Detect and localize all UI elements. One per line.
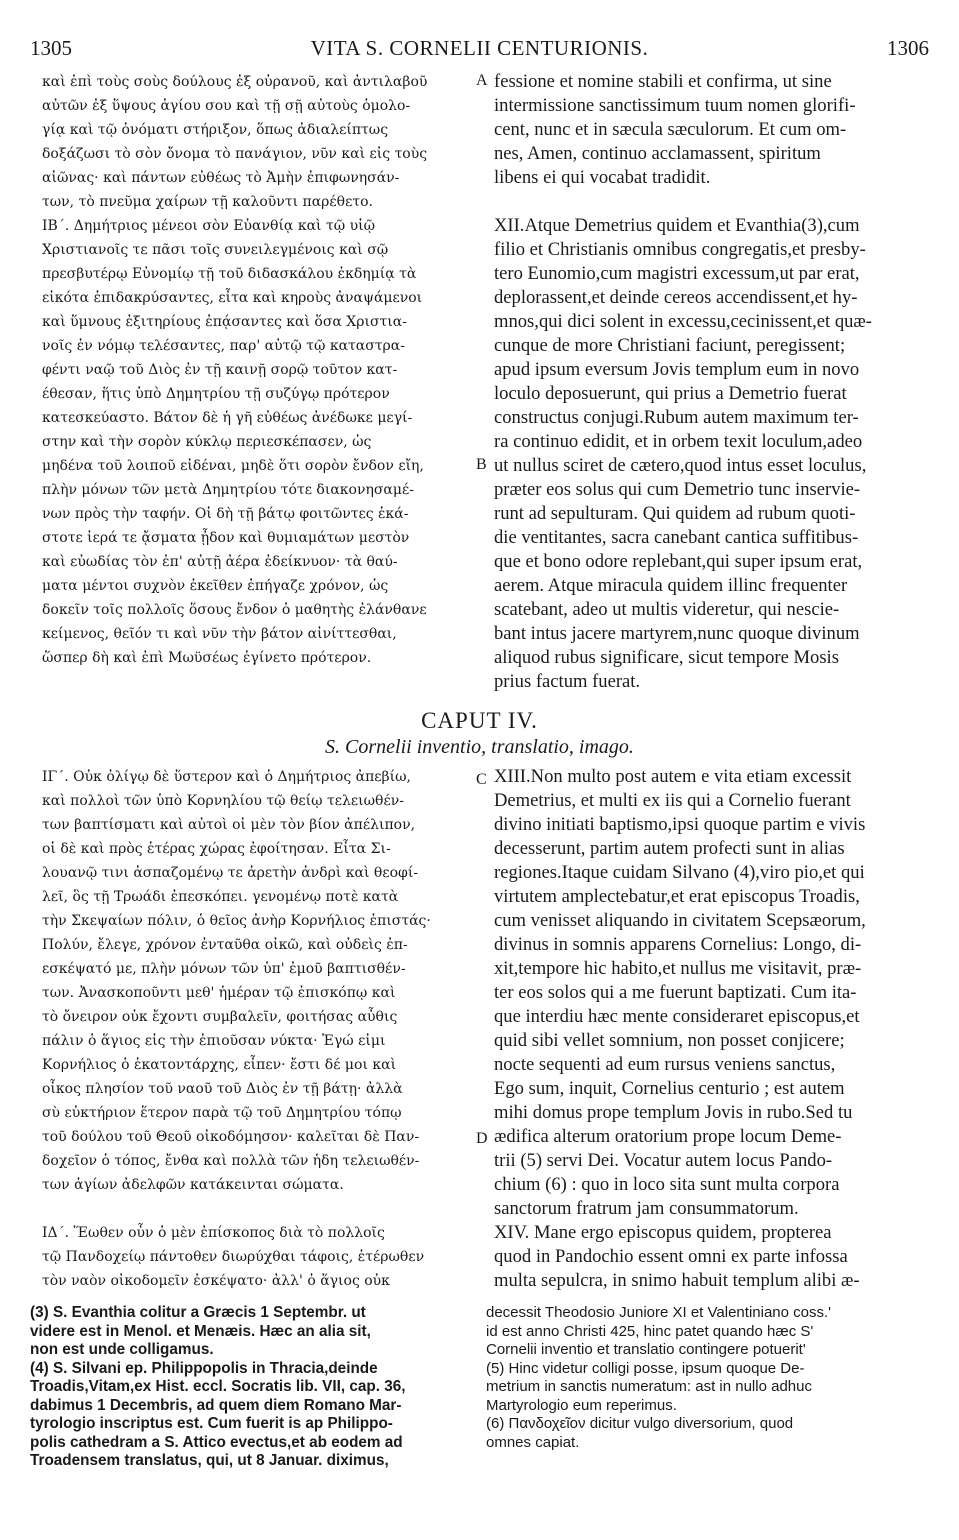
text-line: κείμενος, θεῖόν τι καὶ νῦν τὴν βάτον αἰνίττεσθαι, xyxy=(42,626,397,642)
text-line: των. Ἀνασκοποῦντι μεθ' ἡμέραν τῷ ἐπισκόπῳ καὶ xyxy=(42,985,396,1001)
text-line: καὶ εὐωδίας τὸν ἐπ' αὐτῇ ἀέρα ἐδείκνυον· τὰ θαύ- xyxy=(42,554,398,570)
text-line: mihi domus prope templum Jovis in rubo.Sed tu xyxy=(494,1102,853,1123)
text-line: Πολύν, ἔλεγε, χρόνον ἐνταῦθα οἰκῶ, καὶ οὐδεὶς ἐπ- xyxy=(42,937,408,953)
text-line: aliquod rubus significare, sicut tempore Mosis xyxy=(494,647,839,668)
text-line: cum venisset aliquando in civitatem Scepsæorum, xyxy=(494,910,866,931)
text-line: Martyrologio eum reperimus. xyxy=(486,1396,677,1414)
footnotes-right xyxy=(486,1304,926,1452)
text-line: nocte sequenti ad eum rursus veniens sanctus, xyxy=(494,1054,836,1075)
text-line: die ventitantes, sacra canebant cantica suffitibus- xyxy=(494,527,859,548)
text-line: tyrologio inscriptus est. Cum fuerit is ap Philippo- xyxy=(30,1415,393,1432)
margin-mark-c: C xyxy=(476,771,487,788)
page-number-left: 1305 xyxy=(30,36,72,60)
text-line: ædifica alterum oratorium prope locum Deme- xyxy=(494,1126,842,1147)
text-line: dabimus 1 Decembris, ad quem diem Romano Mar- xyxy=(30,1396,402,1414)
text-line: Cornelii inventio et translatio contingere potuerit' xyxy=(486,1341,806,1358)
text-line: Demetrius, et multi ex iis qui a Cornelio fuerant xyxy=(494,790,851,811)
text-line: νοῖς ἐν νόμῳ τελέσαντες, παρ' αὐτῷ τῷ καταστρα- xyxy=(42,338,405,354)
text-line: prius factum fuerat. xyxy=(494,671,641,692)
text-line: filio et Christianis omnibus congregatis,et presby- xyxy=(494,239,866,260)
text-line: XIII.Non multo post autem e vita etiam excessit xyxy=(494,766,852,787)
text-line: στην καὶ τὴν σορὸν κύκλῳ περιεσκέπασεν, ὡς xyxy=(42,434,372,450)
text-line: cunque de more Christiani faciunt, peregissent; xyxy=(494,335,846,356)
text-line: τὴν Σκεψαίων πόλιν, ὁ θεῖος ἀνὴρ Κορνήλιος ἐπιστάς· xyxy=(42,913,431,929)
margin-mark-b: B xyxy=(476,456,487,473)
text-line: multa sepulcra, in snimo habuit templum alibi æ- xyxy=(494,1270,860,1291)
text-line: divinus in somnis apparens Cornelius: Longo, di- xyxy=(494,934,862,955)
text-line: fessione et nomine stabili et confirma, ut sine xyxy=(494,71,832,92)
text-line: τὸ ὄνειρον οὐκ ἔχοντι συμβαλεῖν, φοιτήσας αὖθις xyxy=(42,1009,398,1025)
text-line: μηδένα τοῦ λοιποῦ εἰδέναι, μηδὲ ὅτι σορὸν ἔνδον εἴη, xyxy=(42,458,424,474)
text-line: scatebant, adeo ut multis videretur, qui nescie- xyxy=(494,599,840,620)
text-line: cent, nunc et in sæcula sæculorum. Et cum om- xyxy=(494,119,847,140)
text-line: ter eos solos qui a me fuerunt baptizati. Cum ita- xyxy=(494,982,857,1003)
text-line: deplorassent,et deinde cereos accendissent,et hy- xyxy=(494,287,858,308)
text-line: loculo deposuerunt, qui prius a Demetrio fuerat xyxy=(494,383,847,404)
text-line: ut nullus sciret de cætero,quod intus esset loculus, xyxy=(494,455,867,476)
text-line: bant intus jacere martyrem,nunc quoque divinum xyxy=(494,623,860,644)
running-title: VITA S. CORNELII CENTURIONIS. xyxy=(310,36,649,60)
text-line: non est unde colligamus. xyxy=(30,1341,214,1358)
text-line: (3) S. Evanthia colitur a Græcis 1 Septembr. ut xyxy=(30,1304,366,1321)
text-line: sanctorum fratrum jam consummatorum. xyxy=(494,1198,799,1219)
text-line: αἰῶνας· καὶ πάντων εὐθέως τὸ Ἀμὴν ἐπιφωνησάν- xyxy=(42,170,400,186)
text-line: ματα μέντοι συχνὸν ἐκεῖθεν ἐπήγαζε χρόνον, ὡς xyxy=(42,578,389,594)
text-line xyxy=(494,190,926,214)
text-line: Χριστιανοῖς τε πᾶσι τοῖς συνειλεγμένοις καὶ σῷ xyxy=(42,242,389,258)
text-line: φέντι ναῷ τοῦ Διὸς ἐν τῇ καινῇ σορῷ τοῦτον κατ- xyxy=(42,362,398,378)
text-line: καὶ ἐπὶ τοὺς σοὺς δούλους ἐξ οὐρανοῦ, καὶ ἀντιλαβοῦ xyxy=(42,74,428,90)
text-line: καὶ πολλοὶ τῶν ὑπὸ Κορνηλίου τῷ θείῳ τελειωθέν- xyxy=(42,793,404,809)
text-line: έθεσαν, ἥτις ὑπὸ Δημητρίου τῇ συζύγῳ πρότερον xyxy=(42,386,390,402)
text-line: (5) Hinc videtur colligi posse, ipsum quoque De- xyxy=(486,1359,805,1377)
upper-greek-column xyxy=(42,70,470,670)
margin-mark-a: A xyxy=(476,72,488,89)
text-line: καὶ ὕμνους ἐξιτηρίους ἐπᾴσαντες καὶ ὅσα Χριστια- xyxy=(42,314,407,330)
text-line: apud ipsum eversum Jovis templum eum in novo xyxy=(494,359,860,380)
text-line: πρεσβυτέρῳ Εὐνομίῳ τῇ τοῦ διδασκάλου ἐκδημίᾳ τὰ xyxy=(42,266,417,282)
text-line xyxy=(42,1197,470,1221)
text-line: xit,tempore hic habito,et nullus me visitavit, præ- xyxy=(494,958,862,979)
text-line: ΙΓ΄. Οὐκ ὀλίγῳ δὲ ὕστερον καὶ ὁ Δημήτριος ἀπεβίω, xyxy=(42,769,411,785)
text-line: tero Eunomio,cum magistri excessum,ut par erat, xyxy=(494,263,860,284)
text-line: regiones.Itaque cuidam Silvano (4),viro pio,et qui xyxy=(494,862,865,883)
text-line: κατεσκεύαστο. Βάτον δὲ ἡ γῆ εὐθέως ἀνέδωκε μεγί- xyxy=(42,410,413,426)
margin-mark-d: D xyxy=(476,1130,488,1147)
text-line: πάλιν ὁ ἅγιος εἰς τὴν ἐπιοῦσαν νύκτα· Ἐγώ εἰμι xyxy=(42,1033,386,1049)
upper-latin-column xyxy=(494,70,926,694)
text-line: que interdiu hæc mente consideraret episcopus,et xyxy=(494,1006,860,1027)
text-line: δοξάζωσι τὸ σὸν ὄνομα τὸ πανάγιον, νῦν καὶ εἰς τοὺς xyxy=(42,146,428,162)
text-line: ra continuo edidit, et in orbem texit loculum,adeo xyxy=(494,431,863,452)
text-line: (4) S. Silvani ep. Philippopolis in Thracia,deinde xyxy=(30,1359,378,1377)
text-line: οἱ δὲ καὶ πρὸς ἑτέρας χώρας ἐφοίτησαν. Εἶτα Σι- xyxy=(42,841,391,857)
text-line: Troadis,Vitam,ex Hist. eccl. Socratis lib. VII, cap. 36, xyxy=(30,1378,406,1395)
text-line: τοῦ δούλου τοῦ Θεοῦ οἰκοδόμησον· καλεῖται δὲ Παν- xyxy=(42,1129,420,1145)
text-line: στοτε ἱερά τε ᾄσματα ᾖδον καὶ θυμιαμάτων μεστὸν xyxy=(42,530,410,546)
running-header xyxy=(0,36,959,62)
text-line: Ego sum, inquit, Cornelius centurio ; est autem xyxy=(494,1078,845,1099)
footnotes-left xyxy=(30,1304,470,1471)
text-line: decessit Theodosio Juniore XI et Valentiniano coss.' xyxy=(486,1304,832,1321)
text-line: ΙΒ΄. Δημήτριος μένεοι σὸν Εὐανθίᾳ καὶ τῷ υἱῷ xyxy=(42,218,376,234)
text-line: omnes capiat. xyxy=(486,1433,580,1451)
text-line: polis cathedram a S. Attico evectus,et ab eodem ad xyxy=(30,1433,403,1451)
text-line: πλὴν μόνων τῶν μετὰ Δημητρίου τότε διακονησαμέ- xyxy=(42,482,414,498)
text-line: mnos,qui dici solent in excessu,cecinissent,et quæ- xyxy=(494,311,873,332)
text-line: των ἁγίων ἀδελφῶν κατάκεινται σώματα. xyxy=(42,1177,344,1193)
text-line: ΙΔ΄. Ἕωθεν οὖν ὁ μὲν ἐπίσκοπος διὰ τὸ πολλοῖς xyxy=(42,1225,385,1241)
text-line: quod in Pandochio essent omni ex parte infossa xyxy=(494,1246,848,1267)
text-line: εἰκότα ἐπιδακρύσαντες, εἶτα καὶ κηροὺς ἀναψάμενοι xyxy=(42,290,423,306)
text-line: των, τὸ πνεῦμα χαίρων τῇ καλοῦντι παρέθετο. xyxy=(42,194,373,210)
text-line: metrium in sanctis numeratum: ast in nullo adhuc xyxy=(486,1378,812,1395)
text-line: τὸν ναὸν οἰκοδομεῖν ἐσκέψατο· ἀλλ' ὁ ἅγιος οὐκ xyxy=(42,1273,390,1289)
text-line: λεῖ, ὃς τῇ Τρωάδι ἐπεσκόπει. γενομένῳ ποτὲ κατὰ xyxy=(42,889,399,905)
text-line: Κορνήλιος ὁ ἑκατοντάρχης, εἶπεν· ἔστι δέ μοι καὶ xyxy=(42,1057,397,1073)
text-line: νων πρὸς τὴν ταφήν. Οἱ δὴ τῇ βάτῳ φοιτῶντες ἑκά- xyxy=(42,506,409,522)
text-line: δοχεῖον ὁ τόπος, ἔνθα καὶ πολλὰ τῶν ἡδη τελειωθέν- xyxy=(42,1153,420,1169)
text-line: decesserunt, partim autem profecti sunt in alias xyxy=(494,838,845,859)
text-line: XIV. Mane ergo episcopus quidem, propterea xyxy=(494,1222,832,1243)
text-line: constructus conjugi.Rubum autem maximum ter- xyxy=(494,407,859,428)
text-line: divino initiati baptismo,ipsi quoque partim e vivis xyxy=(494,814,866,835)
text-line: τῷ Πανδοχείῳ πάντοθεν διωρύχθαι τάφοις, ἑτέρωθεν xyxy=(42,1249,425,1265)
text-line: γίᾳ καὶ τῷ ὀνόματι στήριξον, ὅπως ἀδιαλείπτως xyxy=(42,122,389,138)
text-line: intermissione sanctissimum tuum nomen glorifi- xyxy=(494,95,856,116)
page-number-right: 1306 xyxy=(887,36,929,60)
text-line: aerem. Atque miracula quidem illinc frequenter xyxy=(494,575,848,596)
text-line: id est anno Christi 425, hinc patet quando hæc S' xyxy=(486,1322,814,1340)
text-line: δοκεῖν τοῖς πολλοῖς ὅσους ἔνδον ὁ μαθητὴς ἐλάνθανε xyxy=(42,602,427,618)
text-line: runt ad sepulturam. Qui quidem ad rubum quoti- xyxy=(494,503,856,524)
lower-greek-column xyxy=(42,765,470,1293)
text-line: quid sibi vellet somnium, non posset conjicere; xyxy=(494,1030,845,1051)
text-line: αὐτῶν ἐξ ὕψους ἁγίου σου καὶ τῇ σῇ αὐτοὺς ὁμολο- xyxy=(42,98,411,114)
text-line: trii (5) servi Dei. Vocatur autem locus Pando- xyxy=(494,1150,833,1171)
text-line: σὺ εὐκτήριον ἕτερον παρὰ τῷ τοῦ Δημητρίου τόπῳ xyxy=(42,1105,402,1121)
text-line: que et bono odore replebant,qui super ipsum erat, xyxy=(494,551,863,572)
text-line: præter eos solus qui cum Demetrio tunc inservie- xyxy=(494,479,861,500)
text-line: (6) Πανδοχεῖον dicitur vulgo diversorium, quod xyxy=(486,1415,794,1432)
text-line: nes, Amen, continuo acclamassent, spiritum xyxy=(494,143,821,164)
text-line: ὥσπερ δὴ καὶ ἐπὶ Μωϋσέως ἐγίνετο πρότερον. xyxy=(42,650,372,666)
text-line: των βαπτίσματι καὶ αὐτοὶ οἱ μὲν τὸν βίον ἀπέλιπον, xyxy=(42,817,416,833)
text-line: virtutem amplectebatur,et erat episcopus Troadis, xyxy=(494,886,860,907)
chapter-subtitle: S. Cornelii inventio, translatio, imago. xyxy=(325,736,634,758)
text-line: οἶκος πλησίον τοῦ ναοῦ τοῦ Διὸς ἐν τῇ βάτῃ· ἀλλὰ xyxy=(42,1081,403,1097)
text-line: Troadensem translatus, qui, ut 8 Januar. diximus, xyxy=(30,1452,389,1469)
chapter-title: CAPUT IV. xyxy=(421,708,538,733)
text-line: chium (6) : quo in loco sita sunt multa corpora xyxy=(494,1174,840,1195)
lower-latin-column xyxy=(494,765,926,1293)
text-line: XII.Atque Demetrius quidem et Evanthia(3),cum xyxy=(494,215,860,236)
text-line: λουανῷ τινι ἀσπαζομένῳ τε ἀρετὴν ἀνδρὶ καὶ θεοφί- xyxy=(42,865,419,881)
text-line: εσκέψατό με, πλὴν μόνων τῶν ὑπ' ἐμοῦ βαπτισθέν- xyxy=(42,961,406,977)
text-line: videre est in Menol. et Menæis. Hæc an alia sit, xyxy=(30,1322,371,1340)
text-line: libens ei qui vocabat tradidit. xyxy=(494,167,711,188)
